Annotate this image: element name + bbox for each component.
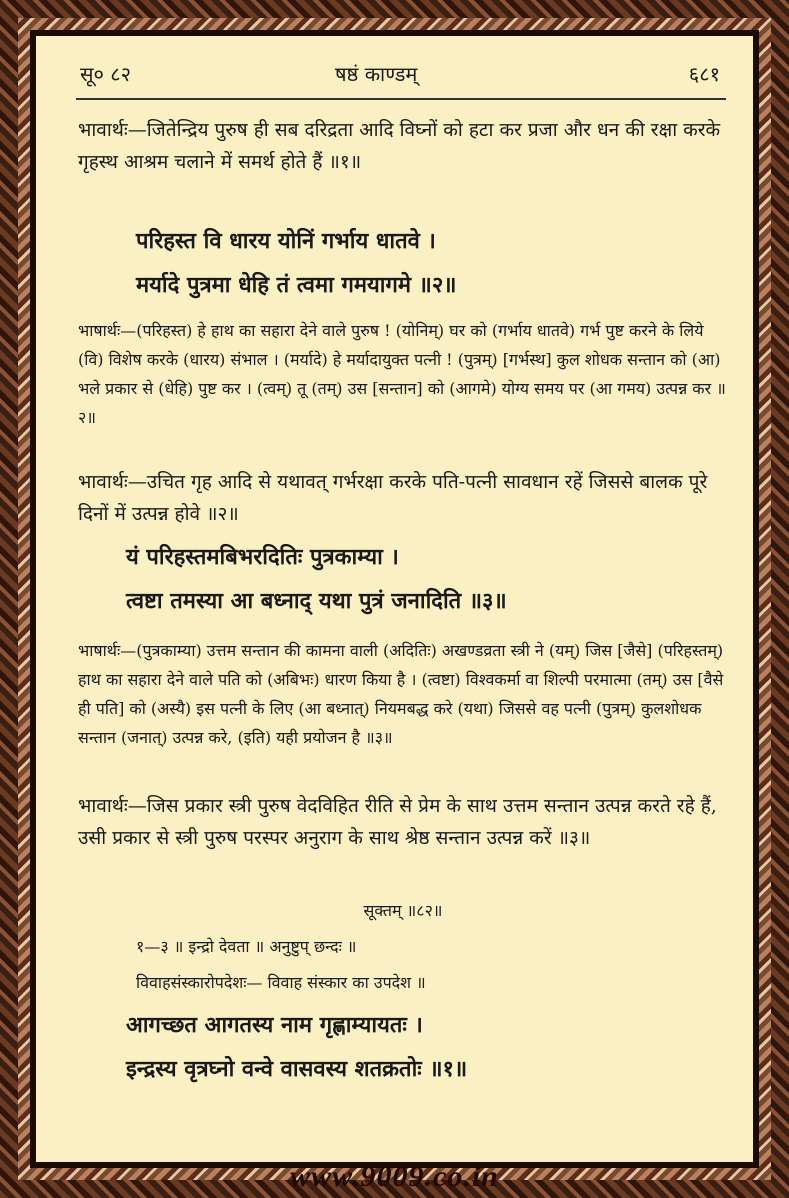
verse-4-line-1: आगच्छत आगतस्य नाम गृह्णाम्यायतः ।	[126, 1012, 423, 1038]
bhavartha-3: भावार्थः—जिस प्रकार स्त्री पुरुष वेदविहित रीति से प्रेम के साथ उत्तम सन्तान उत्पन्न करते रहे हैं, उसी प्रकार से स्त्री पुरुष परस्पर अनुराग के साथ श्रेष्ठ सन्तान उत्पन्न करें ॥३॥	[78, 795, 717, 849]
sukta-topic: विवाहसंस्कारोपदेशः— विवाह संस्कार का उपदेश ॥	[136, 973, 426, 992]
header-rule	[76, 98, 726, 100]
bhavartha-1: भावार्थः—जितेन्द्रिय पुरुष ही सब दरिद्रता आदि विघ्नों को हटा कर प्रजा और धन की रक्षा करके गृहस्थ आश्रम चलाने में समर्थ होते हैं ॥१॥	[78, 119, 721, 173]
book-page	[36, 36, 753, 1162]
bhashartha-3: भाषार्थः—(पुत्रकाम्या) उत्तम सन्तान की कामना वाली (अदितिः) अखण्डव्रता स्त्री ने (यम्) जिस [जैसे] (परिहस्तम्) हाथ का सहारा देने वाले पति को (अबिभः) धारण किया है । (त्वष्टा) विश्वकर्मा वा शिल्पी परमात्मा (तम्) उस [वैसे ही पति] को (अस्यै) इस पत्नी के लिए (आ बध्नात्) नियमबद्ध करे (यथा) जिससे वह पत्नी (पुत्रम्) कुलशोधक सन्तान (जनात्) उत्पन्न करे, (इति) यही प्रयोजन है ॥३॥	[78, 641, 724, 747]
kanda-title: षष्ठं काण्डम्	[335, 62, 418, 86]
verse-4-line-2: इन्द्रस्य वृत्रघ्नो वन्वे वासवस्य शतक्रतोः ॥१॥	[126, 1056, 468, 1082]
page-header	[80, 60, 720, 92]
verse-2-line-1: परिहस्त वि धारय योनिं गर्भाय धातवे ।	[136, 228, 436, 254]
verse-3-line-2: त्वष्टा तमस्या आ बध्नाद् यथा पुत्रं जनादिति ॥३॥	[126, 588, 507, 614]
verse-2-line-2: मर्यादे पुत्रमा धेहि तं त्वमा गमयागमे ॥२॥	[136, 272, 457, 298]
page-number: ६८१	[688, 62, 720, 86]
website-url[interactable]: www.9009.co.in	[290, 1160, 499, 1193]
bhashartha-2: भाषार्थः—(परिहस्त) हे हाथ का सहारा देने वाले पुरुष ! (योनिम्) घर को (गर्भाय धातवे) गर्भ पुष्ट करने के लिये (वि) विशेष करके (धारय) संभाल । (मर्यादे) हे मर्यादायुक्त पत्नी ! (पुत्रम्) [गर्भस्थ] कुल शोधक सन्तान को (आ) भले प्रकार से (धेहि) पुष्ट कर । (त्वम्) तू (तम्) उस [सन्तान] को (आगमे) योग्य समय पर (आ गमय) उत्पन्न कर ॥२॥	[78, 321, 726, 427]
sukta-meta: १—३ ॥ इन्द्रो देवता ॥ अनुष्टुप् छन्दः ॥	[136, 937, 357, 956]
sukta-number: सू० ८२	[80, 62, 132, 86]
bhavartha-2: भावार्थः—उचित गृह आदि से यथावत् गर्भरक्षा करके पति-पत्नी सावधान रहें जिससे बालक पूरे दिनों में उत्पन्न होवे ॥२॥	[78, 471, 708, 525]
sukta-title: सूक्तम् ॥८२॥	[363, 901, 443, 920]
verse-3-line-1: यं परिहस्तमबिभरदितिः पुत्रकाम्या ।	[126, 544, 399, 570]
